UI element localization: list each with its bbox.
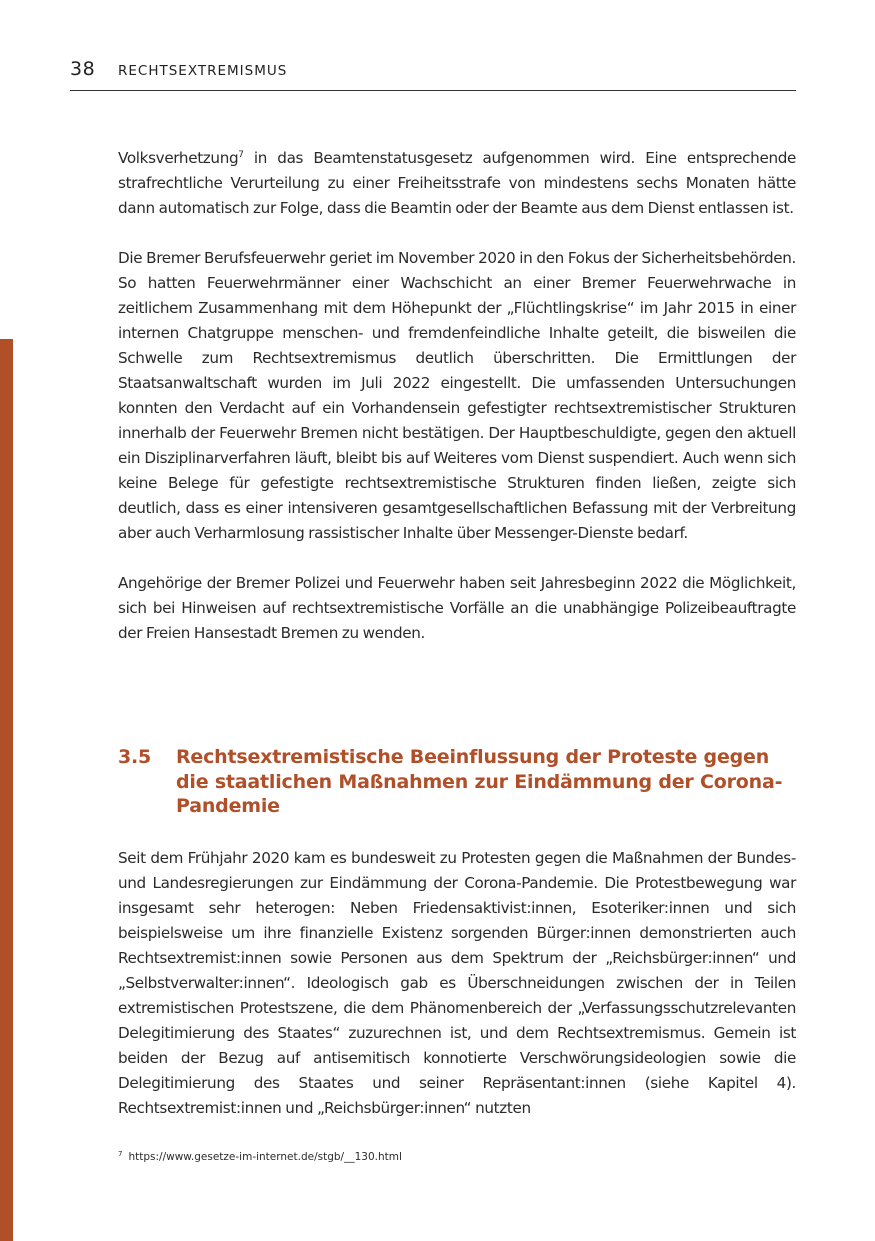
footnote	[118, 1151, 402, 1163]
section-title: Rechtsextremistische Beeinflussung der Proteste gegen die staatlichen Maßnahmen zur Eindämmung der Corona-Pandemie	[176, 746, 783, 817]
paragraph-2: Die Bremer Berufsfeuerwehr geriet im November 2020 in den Fokus der Sicherheitsbehörden. So hatten Feuerwehrmänner einer Wachschicht an einer Bremer Feuerwehrwache in zeitlichem Zusammenhang mit dem Höhepunkt der „Flüchtlingskrise“ im Jahr 2015 in einer internen Chatgruppe menschen- und fremdenfeindliche Inhalte geteilt, die bisweilen die Schwelle zum Rechtsextremismus deutlich überschritten. Die Ermittlungen der Staatsanwaltschaft wurden im Juli 2022 eingestellt. Die umfassenden Untersuchungen konnten den Verdacht auf ein Vorhandensein gefestigter rechtsextremistischer Strukturen innerhalb der Feuerwehr Bremen nicht bestätigen. Der Hauptbeschuldigte, gegen den aktuell ein Disziplinarverfahren läuft, bleibt bis auf Weiteres vom Dienst suspendiert. Auch wenn sich keine Belege für gefestigte rechtsextremistische Strukturen finden ließen, zeigte sich deutlich, dass es einer intensiveren gesamtgesellschaftlichen Befassung mit der Verbreitung aber auch Verharmlosung rassistischer Inhalte über Messenger-Dienste bedarf.	[118, 249, 796, 542]
running-header	[70, 58, 796, 91]
paragraph-1	[118, 146, 796, 221]
footnote-reference[interactable]: 7	[238, 149, 244, 160]
section-number: 3.5	[118, 746, 152, 768]
paragraph-1-start: Volksverhetzung	[118, 149, 239, 167]
section-paragraph-1: Seit dem Frühjahr 2020 kam es bundesweit zu Protesten gegen die Maßnahmen der Bundes- und Landesregierungen zur Eindämmung der Corona-Pandemie. Die Protestbewegung war insgesamt sehr heterogen: Neben Friedensaktivist:innen, Esoteriker:innen und sich beispielsweise um ihre finanzielle Existenz sorgenden Bürger:innen demonstrierten auch Rechtsextremist:innen sowie Personen aus dem Spektrum der „Reichsbürger:innen“ und „Selbstverwalter:innen“. Ideologisch gab es Überschneidungen zwischen der in Teilen extremistischen Protestszene, die dem Phänomenbereich der „Verfassungsschutzrelevanten Delegitimierung des Staates“ zuzurechnen ist, und dem Rechtsextremismus. Gemein ist beiden der Bezug auf antisemitisch konnotierte Verschwörungsideologien sowie die Delegitimierung des Staates und seiner Repräsentant:innen (siehe Kapitel 4). Rechtsextremist:innen und „Reichsbürger:innen“ nutzten	[118, 849, 796, 1117]
page-number: 38	[70, 58, 96, 80]
body-text-section	[118, 846, 796, 1121]
footnote-number: 7	[118, 1149, 123, 1158]
paragraph-1-rest: in das Beamtenstatusgesetz aufgenommen wird. Eine entsprechende strafrechtliche Verurteilung zu einer Freiheitsstrafe von mindestens sechs Monaten hätte dann automatisch zur Folge, dass die Beamtin oder der Beamte aus dem Dienst entlassen ist.	[118, 149, 796, 217]
footnote-link[interactable]: https://www.gesetze-im-internet.de/stgb/__130.html	[128, 1151, 402, 1163]
paragraph-3: Angehörige der Bremer Polizei und Feuerwehr haben seit Jahresbeginn 2022 die Möglichkeit, sich bei Hinweisen auf rechtsextremistische Vorfälle an die unabhängige Polizeibeauftragte der Freien Hansestadt Bremen zu wenden.	[118, 574, 796, 642]
running-title: RECHTSEXTREMISMUS	[118, 63, 288, 79]
chapter-edge-bar	[0, 339, 13, 1241]
body-text-top	[118, 146, 796, 646]
